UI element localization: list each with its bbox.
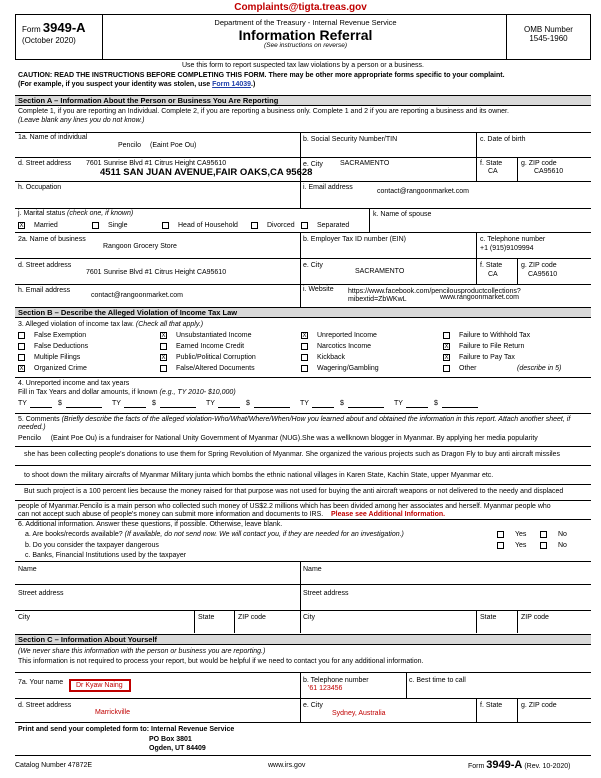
business-street-value[interactable]: 7601 Sunrise Blvd #1 Citrus Height CA95610 [86,269,227,276]
divider [517,610,518,633]
violation-false-exemption-checkbox[interactable] [18,332,25,339]
bank1-name-label: Name [18,566,37,573]
privacy-note: (We never share this information with the person or business you are reporting.) [18,648,266,655]
violation-failure-to-pay-tax-checkbox[interactable]: X [444,355,449,361]
dollar-sign: $ [58,400,62,407]
marital-single-checkbox[interactable] [92,222,99,229]
tax-year-label: TY [206,400,215,407]
violation-organized-crime-label: Organized Crime [34,365,87,372]
tax-year-label: TY [394,400,403,407]
marital-married-checkbox[interactable]: X [19,223,24,229]
violation-unsubstantiated-income-checkbox[interactable]: X [161,333,166,339]
your-name-value[interactable]: Dr Kyaw Naing [69,679,131,692]
dangerous-no-label: No [558,542,567,549]
divider [234,610,235,633]
city-label: e. City [303,161,323,168]
marital-divorced-label: Divorced [267,222,295,229]
zip-value[interactable]: CA95610 [534,168,564,175]
books-yes-checkbox[interactable] [497,531,504,538]
bank2-state-label: State [480,614,497,621]
divider [15,413,591,414]
business-state-label: f. State [480,262,503,269]
violation-unsubstantiated-income-label: Unsubstantiated Income [176,332,252,339]
divider [300,258,301,284]
divider [15,258,591,259]
dob-label: c. Date of birth [480,136,526,143]
divider [300,181,301,208]
violation-false-exemption-label: False Exemption [34,332,87,339]
violation-narcotics-income-label: Narcotics Income [317,343,372,350]
footer-form-id: Form 3949-A (Rev. 10-2020) [468,759,571,771]
business-email-label: h. Email address [18,287,71,294]
street-address-label: d. Street address [18,160,72,167]
form-title: Information Referral [238,26,373,43]
violation-public-political-corruption-checkbox[interactable]: X [161,355,166,361]
ssn-label: b. Social Security Number/TIN [303,136,398,143]
occupation-label: h. Occupation [18,184,62,191]
business-name-value[interactable]: Rangoon Grocery Store [103,243,177,250]
irs-website-link[interactable]: www.irs.gov [268,762,306,769]
divider [15,181,591,182]
divider [15,284,591,285]
website-label: i. Website [303,286,334,293]
violation-failure-to-pay-tax-label: Failure to Pay Tax [459,354,515,361]
form-14039-link[interactable]: Form 14039 [212,81,252,88]
books-no-checkbox[interactable] [540,531,547,538]
email-label: i. Email address [303,184,353,191]
your-street-value[interactable]: Marrickville [95,709,130,716]
section-a-header: Section A – Information About the Person or Business You Are Reporting [15,95,591,106]
marital-married-label: Married [34,222,58,229]
po-box-line: PO Box 3801 [149,736,192,743]
bank2-name-label: Name [303,566,322,573]
additional-info-label: 6. Additional information. Answer these questions, if possible. Otherwise, leave blank. [18,521,283,528]
bank1-street-label: Street address [18,590,64,597]
department-line: Department of the Treasury - Internal Revenue Service [214,18,397,27]
violation-earned-income-credit-label: Earned Income Credit [176,343,245,350]
tax-year-blank[interactable] [312,407,334,408]
form-prefix: Form [22,25,41,34]
zip-label: g. ZIP code [521,160,557,167]
form-date: (October 2020) [22,35,76,45]
email-value[interactable]: contact@rangoonmarket.com [377,188,469,195]
business-phone-value[interactable]: +1 (915)9109994 [480,245,534,252]
divider [517,698,518,722]
violation-false-altered-documents-checkbox[interactable] [160,365,167,372]
marital-separated-checkbox[interactable] [301,222,308,229]
dollar-sign: $ [434,400,438,407]
divider [300,672,301,698]
divider [15,208,591,209]
name-of-individual-value[interactable]: Pencilo [118,142,141,149]
divider [15,722,591,723]
violation-multiple-filings-label: Multiple Filings [34,354,81,361]
bank2-street-label: Street address [303,590,349,597]
dangerous-yes-label: Yes [515,542,527,549]
spouse-name-label: k. Name of spouse [373,211,432,218]
marital-head-of-household-label: Head of Household [178,222,238,229]
website-value[interactable]: https://www.facebook.com/pencilousproductcollections? [348,288,521,295]
omb-box [506,15,590,59]
dollar-amount-blank[interactable] [160,407,196,408]
section-a-leave-blank: (Leave blank any lines you do not know.) [18,117,145,124]
section-b-header: Section B – Describe the Alleged Violation of Income Tax Law [15,307,591,318]
your-city-value[interactable]: Sydney, Australia [332,710,386,717]
bank2-city-label: City [303,614,316,621]
dollar-amount-blank[interactable] [66,407,102,408]
dangerous-no-checkbox[interactable] [540,542,547,549]
divider [15,232,591,233]
form-header [15,14,591,60]
violation-wagering-gambling-checkbox[interactable] [301,365,308,372]
business-street-label: d. Street address [18,262,72,269]
your-phone-value[interactable]: '61 123456 [308,685,343,692]
dollar-sign: $ [152,400,156,407]
business-zip-label: g. ZIP code [521,262,557,269]
comment-line-3[interactable]: to shoot down the military aircrafts of Myanmar Military junta which bombs the ethnic national villages in Karen State, Kachin State, upper Myanmar etc. [24,472,494,479]
tax-year-label: TY [112,400,121,407]
tax-year-blank[interactable] [406,407,428,408]
violation-label: 3. Alleged violation of income tax law. (Check all that apply.) [18,321,204,328]
divider [476,232,477,258]
name-of-individual-label: 1a. Name of individual [18,134,88,141]
marital-separated-label: Separated [317,222,350,229]
divider [194,610,195,633]
violation-narcotics-income-checkbox[interactable] [301,343,308,350]
violation-earned-income-credit-checkbox[interactable] [160,343,167,350]
divider [15,561,591,562]
violation-failure-to-file-return-label: Failure to File Return [459,343,525,350]
divider [15,446,591,447]
violation-wagering-gambling-label: Wagering/Gambling [317,365,379,372]
tax-year-label: TY [18,400,27,407]
your-state-label: f. State [480,702,503,709]
violation-failure-to-withhold-tax-checkbox[interactable] [443,332,450,339]
your-city-label: e. City [303,702,323,709]
comment-line-2[interactable]: she has been collecting people's donations to use them for Spring Revolution of Myanmar. She organized the various projects such as Dragon Fly to buy anti aircraft missiles [24,451,560,458]
business-state-value[interactable]: CA [488,271,498,278]
mail-to-line: Print and send your completed form to: Internal Revenue Service [18,726,235,733]
violation-failure-to-file-return-checkbox[interactable]: X [444,344,449,350]
comments-label: 5. Comments (Briefly describe the facts of the alleged violation-Who/What/Where/When/How you learned about and obtained the information in this report. Attach another sheet, if needed.) [18,416,571,432]
divider [15,157,591,158]
comment-line-1[interactable]: Pencilo (Eaint Poe Ou) is a fundraiser for National Unity Government of Myanmar (NUG).She was a wellknown blogger in Myanmar. By applying her media popularity [18,435,538,442]
marital-divorced-checkbox[interactable] [251,222,258,229]
caution-line: CAUTION: READ THE INSTRUCTIONS BEFORE COMPLETING THIS FORM. There may be other more appropriate forms specific to your complaint. [18,72,505,79]
business-name-label: 2a. Name of business [18,236,86,243]
business-zip-value[interactable]: CA95610 [528,271,558,278]
marital-head-of-household-checkbox[interactable] [162,222,169,229]
bank2-zip-label: ZIP code [521,614,549,621]
street-address-value[interactable]: 7601 Sunrise Blvd #1 Citrus Height CA95610 [86,160,227,167]
form-number: 3949-A [42,20,86,35]
comment-line-4[interactable]: But such project is a 100 percent lies because the money raised for that purpose was not used for buying the anti aircraft weapons or not delivered to the needy and displaced [24,488,564,495]
your-phone-label: b. Telephone number [303,677,369,684]
divider [300,561,301,633]
dangerous-question: b. Do you consider the taxpayer dangerous [25,542,159,549]
unreported-income-label: 4. Unreported income and tax years [18,380,130,387]
divider [517,157,518,181]
banks-question: c. Banks, Financial Institutions used by the taxpayer [25,552,187,559]
dangerous-yes-checkbox[interactable] [497,542,504,549]
form-title-box [103,15,508,59]
your-zip-label: g. ZIP code [521,702,557,709]
dollar-amount-blank[interactable] [348,407,384,408]
divider [300,284,301,307]
catalog-number: Catalog Number 47872E [15,762,93,769]
divider [15,500,591,501]
business-phone-label: c. Telephone number [480,236,546,243]
divider [15,672,591,673]
street-address-value-2[interactable]: 4511 SAN JUAN AVENUE,FAIR OAKS,CA 95628 [100,167,313,178]
state-value[interactable]: CA [488,168,498,175]
divider [300,698,301,722]
tax-year-blank[interactable] [218,407,240,408]
divider [15,519,591,520]
violation-kickback-checkbox[interactable] [301,354,308,361]
section-c-header: Section C – Information About Yourself [15,634,591,645]
divider [15,484,591,485]
your-name-label: 7a. Your name [18,679,64,686]
omb-number: 1545-1960 [529,34,568,44]
violation-unreported-income-label: Unreported Income [317,332,377,339]
omb-label: OMB Number [524,25,573,34]
violation-public-political-corruption-label: Public/Political Corruption [176,354,256,361]
violation-kickback-label: Kickback [317,354,346,361]
bank1-state-label: State [198,614,215,621]
tax-year-label: TY [300,400,309,407]
bank1-city-label: City [18,614,31,621]
tax-year-blank[interactable] [30,407,52,408]
divider [300,232,301,258]
divider [517,258,518,284]
website-value-3[interactable]: www.rangoonmarket.com [440,294,519,301]
other-describe-hint: (describe in 5) [517,365,562,372]
your-street-label: d. Street address [18,702,72,709]
violation-failure-to-withhold-tax-label: Failure to Withhold Tax [459,332,531,339]
divider [300,132,301,157]
complaints-email-link[interactable]: Complaints@tigta.treas.gov [234,2,367,13]
tax-year-blank[interactable] [124,407,146,408]
use-line: Use this form to report suspected tax law violations by a person or a business. [181,62,424,69]
ein-label: b. Employer Tax ID number (EIN) [303,236,406,243]
divider [15,377,591,378]
name-of-individual-alias[interactable]: (Eaint Poe Ou) [150,142,197,149]
caution-example: (For example, if you suspect your identity was stolen, use Form 14039.) [18,81,256,88]
divider [15,698,591,699]
violation-false-deductions-checkbox[interactable] [18,343,25,350]
form-id-box [16,15,103,59]
divider [15,610,591,611]
optional-note: This information is not required to process your report, but would be helpful if we need to contact you for any additional information. [18,658,424,665]
dollar-sign: $ [340,400,344,407]
tax-years-label: Fill in Tax Years and dollar amounts, if known (e.g., TY 2010- $10,000) [18,389,236,396]
divider [406,672,407,698]
comment-line-6[interactable]: can not accept such abuse of people's money can submit more information and documents to IRS. Please see Additional Information. [18,511,446,518]
books-yes-label: Yes [515,531,527,538]
best-time-label: c. Best time to call [409,677,466,684]
business-city-value[interactable]: SACRAMENTO [355,268,405,275]
divider [476,258,477,284]
dollar-amount-blank[interactable] [442,407,478,408]
marital-status-label: j. Marital status (check one, if known) [18,210,134,217]
books-records-question: a. Are books/records available? (If available, do not send now. We will contact you, if they are needed for an investigation.) [25,531,404,538]
divider [15,584,591,585]
violation-other-checkbox[interactable] [443,365,450,372]
divider [476,132,477,157]
dollar-amount-blank[interactable] [254,407,290,408]
comment-line-5[interactable]: people of Myanmar.Pencilo is a main person who collected such money of US$2.2 millions which has been divided among her associates and herself. Myanmar people who [18,503,551,510]
violation-false-deductions-label: False Deductions [34,343,89,350]
city-value[interactable]: SACRAMENTO [340,160,390,167]
violation-organized-crime-checkbox[interactable]: X [19,366,24,372]
divider [476,157,477,181]
violation-false-altered-documents-label: False/Altered Documents [176,365,255,372]
section-a-instructions: Complete 1, if you are reporting an Individual. Complete 2, if you are reporting a business only. Complete 1 and 2 if you are reporting a business and its owner. [18,108,509,115]
website-value-2[interactable]: mibextid=ZbWKwL [348,296,407,303]
divider [15,132,591,133]
divider [15,465,591,466]
divider [476,610,477,633]
business-email-value[interactable]: contact@rangoonmarket.com [91,292,183,299]
divider [15,755,591,756]
bank1-zip-label: ZIP code [238,614,266,621]
violation-multiple-filings-checkbox[interactable] [18,354,25,361]
divider [476,698,477,722]
violation-unreported-income-checkbox[interactable]: X [302,333,307,339]
dollar-sign: $ [246,400,250,407]
see-instructions: (See instructions on reverse) [263,42,348,50]
books-no-label: No [558,531,567,538]
marital-single-label: Single [108,222,128,229]
divider [369,208,370,232]
city-zip-line: Ogden, UT 84409 [149,745,206,752]
state-label: f. State [480,160,503,167]
violation-other-label: Other [459,365,477,372]
business-city-label: e. City [303,262,323,269]
